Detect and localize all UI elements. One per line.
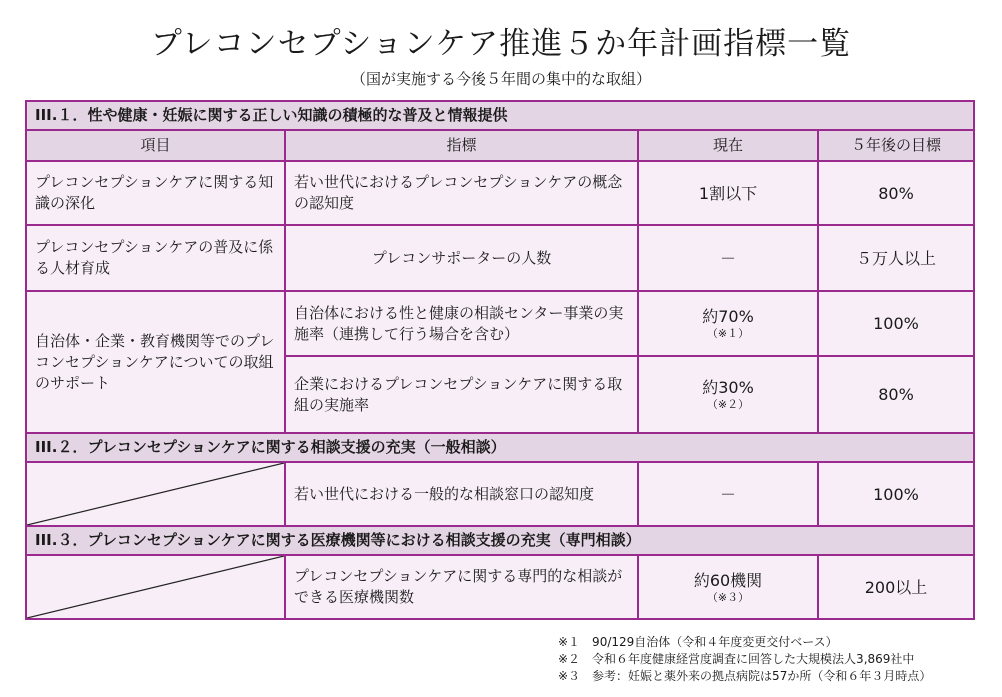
target-cell: ５万人以上 [818,225,974,291]
section-heading: III.１．性や健康・妊娠に関する正しい知識の積極的な普及と情報提供 [26,101,974,130]
page-title: プレコンセプションケア推進５か年計画指標一覧 [150,26,852,62]
current-value: 約60機関 [693,570,763,590]
indicator-cell: 若い世代における一般的な相談窓口の認知度 [285,462,638,526]
column-header: 指標 [285,130,638,161]
section-heading: III.２．プレコンセプションケアに関する相談支援の充実（一般相談） [26,433,974,462]
table-row [26,462,974,526]
indicator-cell: プレコンセプションケアに関する専門的な相談ができる医療機関数 [285,555,638,619]
current-cell: 1割以下 [638,161,818,225]
item-cell: プレコンセプションケアに関する知識の深化 [26,161,285,225]
footnote-ref: （※１） [706,327,750,340]
current-cell [638,291,818,356]
footnote-ref: （※３） [706,590,750,604]
footnote: ※２ 令和６年度健康経営度調査に回答した大規模法人3,869社中 [558,652,915,666]
footnote-ref: （※２） [706,398,750,411]
indicator-cell: 若い世代におけるプレコンセプションケアの概念の認知度 [285,161,638,225]
diagonal-slash [27,556,284,618]
current-cell: － [638,225,818,291]
item-cell: プレコンセプションケアの普及に係る人材育成 [26,225,285,291]
table-row [26,555,974,619]
diagonal-slash [27,463,284,525]
footnote: ※３ 参考：妊娠と薬外来の拠点病院は57か所（令和６年３月時点） [558,669,932,683]
indicator-table [25,100,975,620]
table-row [26,291,974,356]
indicator-cell: 自治体における性と健康の相談センター事業の実施率（連携して行う場合を含む） [285,291,638,356]
target-cell: 80% [818,356,974,433]
current-cell [638,356,818,433]
section-row [26,433,974,462]
column-header: 現在 [638,130,818,161]
section-row [26,526,974,555]
current-cell [638,555,818,619]
empty-item-cell [26,555,285,619]
current-cell: － [638,462,818,526]
page-subtitle: （国が実施する今後５年間の集中的な取組） [350,70,651,88]
footnote: ※１ 90/129自治体（令和４年度変更交付ベース） [558,635,838,649]
table-row [26,161,974,225]
empty-item-cell [26,462,285,526]
column-header: 項目 [26,130,285,161]
target-cell: 200以上 [818,555,974,619]
footnotes [558,634,931,685]
indicator-cell: 企業におけるプレコンセプションケアに関する取組の実施率 [285,356,638,433]
current-value: 約30% [702,378,754,397]
item-cell: 自治体・企業・教育機関等でのプレコンセプションケアについての取組のサポート [26,291,285,433]
header-row [26,130,974,161]
target-cell: 100% [818,291,974,356]
current-value: 約70% [702,307,754,326]
section-row [26,101,974,130]
indicator-cell: プレコンサポーターの人数 [285,225,638,291]
column-header: ５年後の目標 [818,130,974,161]
table-row [26,225,974,291]
target-cell: 100% [818,462,974,526]
section-heading: III.３．プレコンセプションケアに関する医療機関等における相談支援の充実（専門相談） [26,526,974,555]
target-cell: 80% [818,161,974,225]
